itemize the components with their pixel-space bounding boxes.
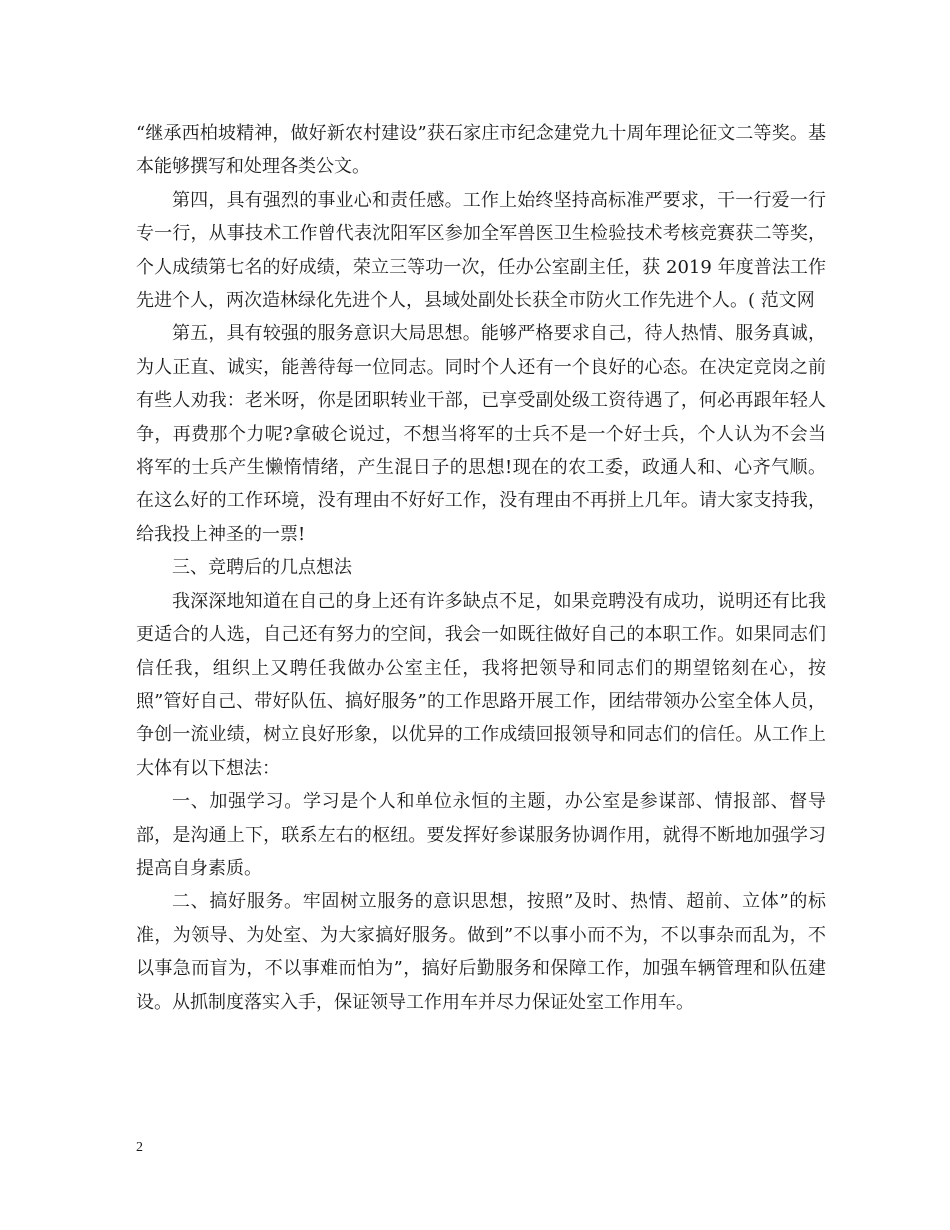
section-heading: 三、竞聘后的几点想法 [172,557,352,579]
paragraph: 我深深地知道在自己的身上还有许多缺点不足，如果竞聘没有成功，说明还有比我更适合的人选，自己还有努力的空间，我会一如既往做好自己的本职工作。如果同志们信任我，组织上又聘任我做办公室主任，我将把领导和同志们的期望铭刻在心，按照”管好自己、带好队伍、搞好服务”的工作思路开展工作，团结带领办公室全体人员，争创一流业绩，树立良好形象，以优异的工作成绩回报领导和同志们的信任。从工作上大体有以下想法： [136,590,826,779]
page-number: 2 [136,1140,143,1155]
paragraph: 第四，具有强烈的事业心和责任感。工作上始终坚持高标准严要求，干一行爱一行专一行，从事技术工作曾代表沈阳军区参加全军兽医卫生检验技术考核竞赛获二等奖，个人成绩第七名的好成绩，荣立三等功一次，任办公室副主任，获 2019 年度普法工作先进个人，两次造林绿化先进个人，县域处副处长获全市防火工作先进个人。( 范文网 [136,189,826,312]
paragraph: 第五，具有较强的服务意识大局思想。能够严格要求自己，待人热情、服务真诚，为人正直、诚实，能善待每一位同志。同时个人还有一个良好的心态。在决定竞岗之前有些人劝我：老米呀，你是团职转业干部，已享受副处级工资待遇了，何必再跟年轻人争，再费那个力呢?拿破仑说过，不想当将军的士兵不是一个好士兵，个人认为不会当将军的士兵产生懒惰情绪，产生混日子的思想!现在的农工委，政通人和、心齐气顺。在这么好的工作环境，没有理由不好好工作，没有理由不再拼上几年。请大家支持我，给我投上神圣的一票! [136,323,826,545]
paragraph: “继承西柏坡精神，做好新农村建设”获石家庄市纪念建党九十周年理论征文二等奖。基本能够撰写和处理各类公文。 [136,123,826,178]
paragraph: 一、加强学习。学习是个人和单位永恒的主题，办公室是参谋部、情报部、督导部，是沟通上下，联系左右的枢纽。要发挥好参谋服务协调作用，就得不断地加强学习提高自身素质。 [136,791,826,879]
paragraph: 二、搞好服务。牢固树立服务的意识思想，按照”及时、热情、超前、立体”的标准，为领导、为处室、为大家搞好服务。做到”不以事小而不为，不以事杂而乱为，不以事急而盲为，不以事难而怕为”，搞好后勤服务和保障工作，加强车辆管理和队伍建设。从抓制度落实入手，保证领导工作用车并尽力保证处室工作用车。 [136,891,826,1013]
document-body [136,117,826,1019]
